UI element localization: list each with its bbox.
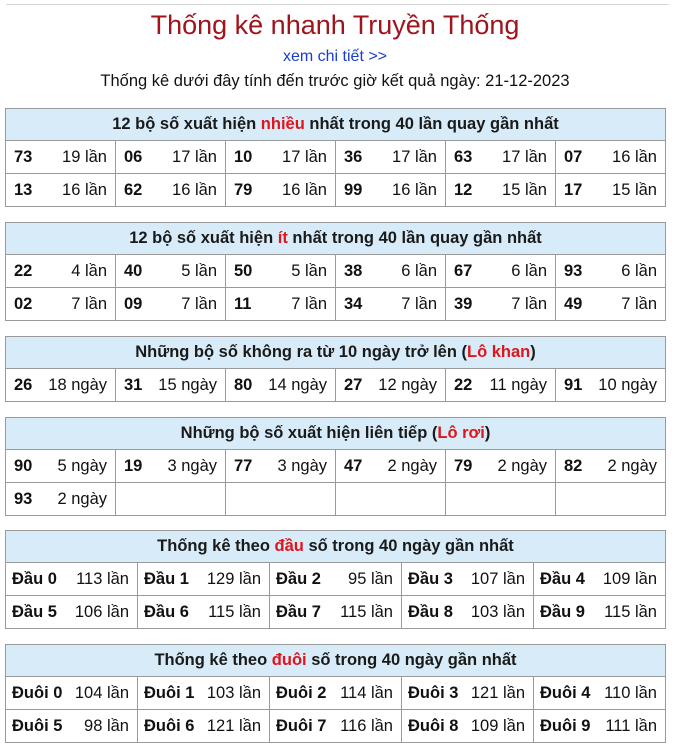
digit-label: Đuôi 9 xyxy=(540,716,591,735)
count-value: 121 lần xyxy=(206,716,261,735)
number-label: 31 xyxy=(124,375,143,394)
stat-cell xyxy=(116,369,226,402)
header-highlight: đầu xyxy=(274,537,304,555)
stat-cell xyxy=(336,450,446,483)
number-label: 63 xyxy=(454,147,473,166)
stat-cell xyxy=(226,141,336,174)
number-label: 73 xyxy=(14,147,33,166)
count-value: 2 ngày xyxy=(387,456,437,475)
stat-cell xyxy=(556,483,666,516)
stat-cell xyxy=(556,450,666,483)
count-value: 7 lần xyxy=(511,294,547,313)
stat-cell xyxy=(336,255,446,288)
stat-cell xyxy=(226,369,336,402)
table-row xyxy=(6,141,666,174)
number-label: 06 xyxy=(124,147,143,166)
count-value: 106 lần xyxy=(74,602,129,621)
digit-label: Đuôi 8 xyxy=(408,716,459,735)
table-row xyxy=(6,174,666,207)
stat-cell xyxy=(446,450,556,483)
digit-label: Đuôi 0 xyxy=(12,683,63,702)
digit-label: Đầu 5 xyxy=(12,602,57,621)
count-value: 15 lần xyxy=(502,180,547,199)
page-title: Thống kê nhanh Truyền Thống xyxy=(150,10,520,40)
number-label: 22 xyxy=(14,261,33,280)
number-label: 11 xyxy=(234,294,252,313)
digit-label: Đuôi 4 xyxy=(540,683,591,702)
count-value: 17 lần xyxy=(392,147,437,166)
stat-cell xyxy=(446,174,556,207)
stat-cell xyxy=(336,141,446,174)
count-value: 111 lần xyxy=(605,716,657,735)
count-value: 7 lần xyxy=(71,294,107,313)
header-text: ) xyxy=(530,343,536,361)
digit-label: Đuôi 2 xyxy=(276,683,327,702)
header-text: 12 bộ số xuất hiện xyxy=(129,229,278,247)
most-frequent-table xyxy=(5,108,666,207)
count-value: 16 lần xyxy=(612,147,657,166)
stat-cell xyxy=(138,710,270,743)
count-value: 115 lần xyxy=(208,602,261,621)
count-value: 103 lần xyxy=(470,602,525,621)
stat-cell xyxy=(446,483,556,516)
table-row xyxy=(6,369,666,402)
header-text: ) xyxy=(484,424,491,442)
date-line: Thống kê dưới đây tính đến trước giờ kết quả ngày: 21-12-2023 xyxy=(100,72,570,90)
count-value: 11 ngày xyxy=(489,375,547,394)
stat-cell xyxy=(226,174,336,207)
number-label: 19 xyxy=(124,456,143,475)
stat-cell xyxy=(446,288,556,321)
stat-cell xyxy=(534,677,666,710)
number-label: 90 xyxy=(14,456,33,475)
number-label: 91 xyxy=(564,375,583,394)
stat-cell xyxy=(6,369,116,402)
count-value: 12 ngày xyxy=(378,375,437,394)
stat-cell xyxy=(6,677,138,710)
stat-cell xyxy=(556,255,666,288)
stat-cell xyxy=(6,483,116,516)
count-value: 17 lần xyxy=(172,147,217,166)
duoi-stats-table xyxy=(5,644,666,743)
digit-label: Đầu 2 xyxy=(276,569,321,588)
lo-khan-table xyxy=(5,336,666,402)
top-divider xyxy=(6,4,669,5)
stat-cell xyxy=(138,677,270,710)
stat-cell xyxy=(402,677,534,710)
stat-cell xyxy=(6,174,116,207)
count-value: 14 ngày xyxy=(268,375,327,394)
stat-cell xyxy=(270,563,402,596)
digit-label: Đầu 7 xyxy=(276,602,321,621)
count-value: 121 lần xyxy=(470,683,525,702)
number-label: 77 xyxy=(234,456,253,475)
table-row xyxy=(6,483,666,516)
count-value: 4 lần xyxy=(71,261,107,280)
digit-label: Đầu 3 xyxy=(408,569,453,588)
number-label: 82 xyxy=(564,456,583,475)
digit-label: Đuôi 5 xyxy=(12,716,63,735)
count-value: 98 lần xyxy=(84,716,129,735)
digit-label: Đầu 6 xyxy=(144,602,189,621)
header-text: Thống kê theo xyxy=(157,537,275,555)
count-value: 107 lần xyxy=(470,569,525,588)
number-label: 79 xyxy=(234,180,253,199)
least-frequent-table xyxy=(5,222,666,321)
number-label: 27 xyxy=(344,375,363,394)
stat-cell xyxy=(402,596,534,629)
header-highlight: ít xyxy=(277,229,288,247)
stat-cell xyxy=(270,596,402,629)
count-value: 16 lần xyxy=(392,180,437,199)
count-value: 17 lần xyxy=(282,147,327,166)
number-label: 38 xyxy=(344,261,363,280)
count-value: 113 lần xyxy=(76,569,129,588)
stat-cell xyxy=(402,563,534,596)
stat-cell xyxy=(226,450,336,483)
stat-cell xyxy=(336,483,446,516)
stat-cell xyxy=(336,288,446,321)
stat-cell xyxy=(226,288,336,321)
number-label: 62 xyxy=(124,180,143,199)
number-label: 47 xyxy=(344,456,363,475)
count-value: 7 lần xyxy=(621,294,657,313)
stat-cell xyxy=(116,483,226,516)
table-row xyxy=(6,450,666,483)
table-row xyxy=(6,255,666,288)
stat-cell xyxy=(116,141,226,174)
number-label: 10 xyxy=(234,147,253,166)
count-value: 16 lần xyxy=(172,180,217,199)
header-text: nhất trong 40 lần quay gần nhất xyxy=(287,229,542,247)
count-value: 2 ngày xyxy=(57,489,107,508)
count-value: 2 ngày xyxy=(497,456,547,475)
stat-cell xyxy=(6,255,116,288)
lo-roi-table xyxy=(5,417,666,516)
header-highlight: nhiều xyxy=(260,115,305,133)
stat-cell xyxy=(226,483,336,516)
number-label: 12 xyxy=(454,180,473,199)
number-label: 09 xyxy=(124,294,143,313)
stat-cell xyxy=(556,288,666,321)
count-value: 103 lần xyxy=(206,683,261,702)
number-label: 36 xyxy=(344,147,363,166)
stat-cell xyxy=(138,596,270,629)
table-row xyxy=(6,710,666,743)
header-text: Thống kê theo xyxy=(154,651,272,669)
stat-cell xyxy=(226,255,336,288)
digit-label: Đầu 0 xyxy=(12,569,57,588)
number-label: 34 xyxy=(344,294,363,313)
header-highlight: Lô khan xyxy=(466,343,531,361)
number-label: 40 xyxy=(124,261,143,280)
count-value: 7 lần xyxy=(291,294,327,313)
count-value: 5 lần xyxy=(291,261,327,280)
count-value: 115 lần xyxy=(604,602,657,621)
stat-cell xyxy=(534,563,666,596)
count-value: 109 lần xyxy=(470,716,525,735)
section-header xyxy=(6,109,666,141)
count-value: 16 lần xyxy=(282,180,327,199)
count-value: 3 ngày xyxy=(167,456,217,475)
number-label: 80 xyxy=(234,375,253,394)
stat-cell xyxy=(116,255,226,288)
table-row xyxy=(6,596,666,629)
digit-label: Đuôi 1 xyxy=(144,683,195,702)
count-value: 104 lần xyxy=(74,683,129,702)
number-label: 22 xyxy=(454,375,473,394)
stat-cell xyxy=(336,369,446,402)
number-label: 99 xyxy=(344,180,363,199)
header-text: Những bộ số không ra từ 10 ngày trở lên ( xyxy=(135,343,467,361)
stat-cell xyxy=(446,141,556,174)
count-value: 5 ngày xyxy=(57,456,107,475)
count-value: 5 lần xyxy=(181,261,217,280)
stat-cell xyxy=(402,710,534,743)
count-value: 15 lần xyxy=(612,180,657,199)
digit-label: Đầu 8 xyxy=(408,602,453,621)
stat-cell xyxy=(446,369,556,402)
number-label: 07 xyxy=(564,147,583,166)
stat-cell xyxy=(446,255,556,288)
count-value: 6 lần xyxy=(621,261,657,280)
stat-cell xyxy=(138,563,270,596)
number-label: 49 xyxy=(564,294,583,313)
table-row xyxy=(6,563,666,596)
count-value: 109 lần xyxy=(602,569,657,588)
table-row xyxy=(6,677,666,710)
number-label: 39 xyxy=(454,294,473,313)
stat-cell xyxy=(6,710,138,743)
count-value: 18 ngày xyxy=(48,375,107,394)
count-value: 129 lần xyxy=(206,569,261,588)
header-text: số trong 40 ngày gần nhất xyxy=(306,651,517,669)
stat-cell xyxy=(6,563,138,596)
number-label: 93 xyxy=(14,489,33,508)
stat-cell xyxy=(116,450,226,483)
stat-cell xyxy=(6,450,116,483)
count-value: 16 lần xyxy=(62,180,107,199)
header-highlight: đuôi xyxy=(271,651,307,669)
stat-cell xyxy=(556,141,666,174)
count-value: 114 lần xyxy=(340,683,393,702)
count-value: 3 ngày xyxy=(277,456,327,475)
count-value: 115 lần xyxy=(340,602,393,621)
count-value: 7 lần xyxy=(181,294,217,313)
number-label: 50 xyxy=(234,261,253,280)
digit-label: Đuôi 7 xyxy=(276,716,327,735)
stat-cell xyxy=(556,174,666,207)
digit-label: Đuôi 3 xyxy=(408,683,459,702)
section-header xyxy=(6,337,666,369)
number-label: 67 xyxy=(454,261,473,280)
header-highlight: Lô rơi xyxy=(437,424,485,442)
section-header xyxy=(6,418,666,450)
stat-cell xyxy=(116,174,226,207)
stat-cell xyxy=(116,288,226,321)
count-value: 6 lần xyxy=(401,261,437,280)
dau-stats-table xyxy=(5,530,666,629)
number-label: 17 xyxy=(564,180,583,199)
section-header xyxy=(6,531,666,563)
digit-label: Đuôi 6 xyxy=(144,716,195,735)
count-value: 2 ngày xyxy=(607,456,657,475)
digit-label: Đầu 1 xyxy=(144,569,189,588)
count-value: 6 lần xyxy=(511,261,547,280)
number-label: 79 xyxy=(454,456,473,475)
stat-cell xyxy=(6,596,138,629)
number-label: 26 xyxy=(14,375,33,394)
section-header xyxy=(6,645,666,677)
count-value: 116 lần xyxy=(340,716,393,735)
count-value: 19 lần xyxy=(62,147,107,166)
number-label: 93 xyxy=(564,261,583,280)
stat-cell xyxy=(336,174,446,207)
count-value: 15 ngày xyxy=(158,375,217,394)
number-label: 02 xyxy=(14,294,33,313)
stat-cell xyxy=(6,288,116,321)
header-text: Những bộ số xuất hiện liên tiếp ( xyxy=(180,424,438,442)
table-row xyxy=(6,288,666,321)
count-value: 110 lần xyxy=(604,683,657,702)
header-text: số trong 40 ngày gần nhất xyxy=(303,537,514,555)
count-value: 17 lần xyxy=(502,147,547,166)
stat-cell xyxy=(534,710,666,743)
count-value: 10 ngày xyxy=(598,375,657,394)
digit-label: Đầu 4 xyxy=(540,569,585,588)
header-text: nhất trong 40 lần quay gần nhất xyxy=(304,115,559,133)
count-value: 7 lần xyxy=(401,294,437,313)
count-value: 95 lần xyxy=(348,569,393,588)
stat-cell xyxy=(6,141,116,174)
number-label: 13 xyxy=(14,180,33,199)
digit-label: Đầu 9 xyxy=(540,602,585,621)
view-details-link[interactable]: xem chi tiết >> xyxy=(282,48,388,65)
stat-cell xyxy=(534,596,666,629)
stat-cell xyxy=(556,369,666,402)
section-header xyxy=(6,223,666,255)
header-text: 12 bộ số xuất hiện xyxy=(112,115,261,133)
stat-cell xyxy=(270,710,402,743)
stat-cell xyxy=(270,677,402,710)
